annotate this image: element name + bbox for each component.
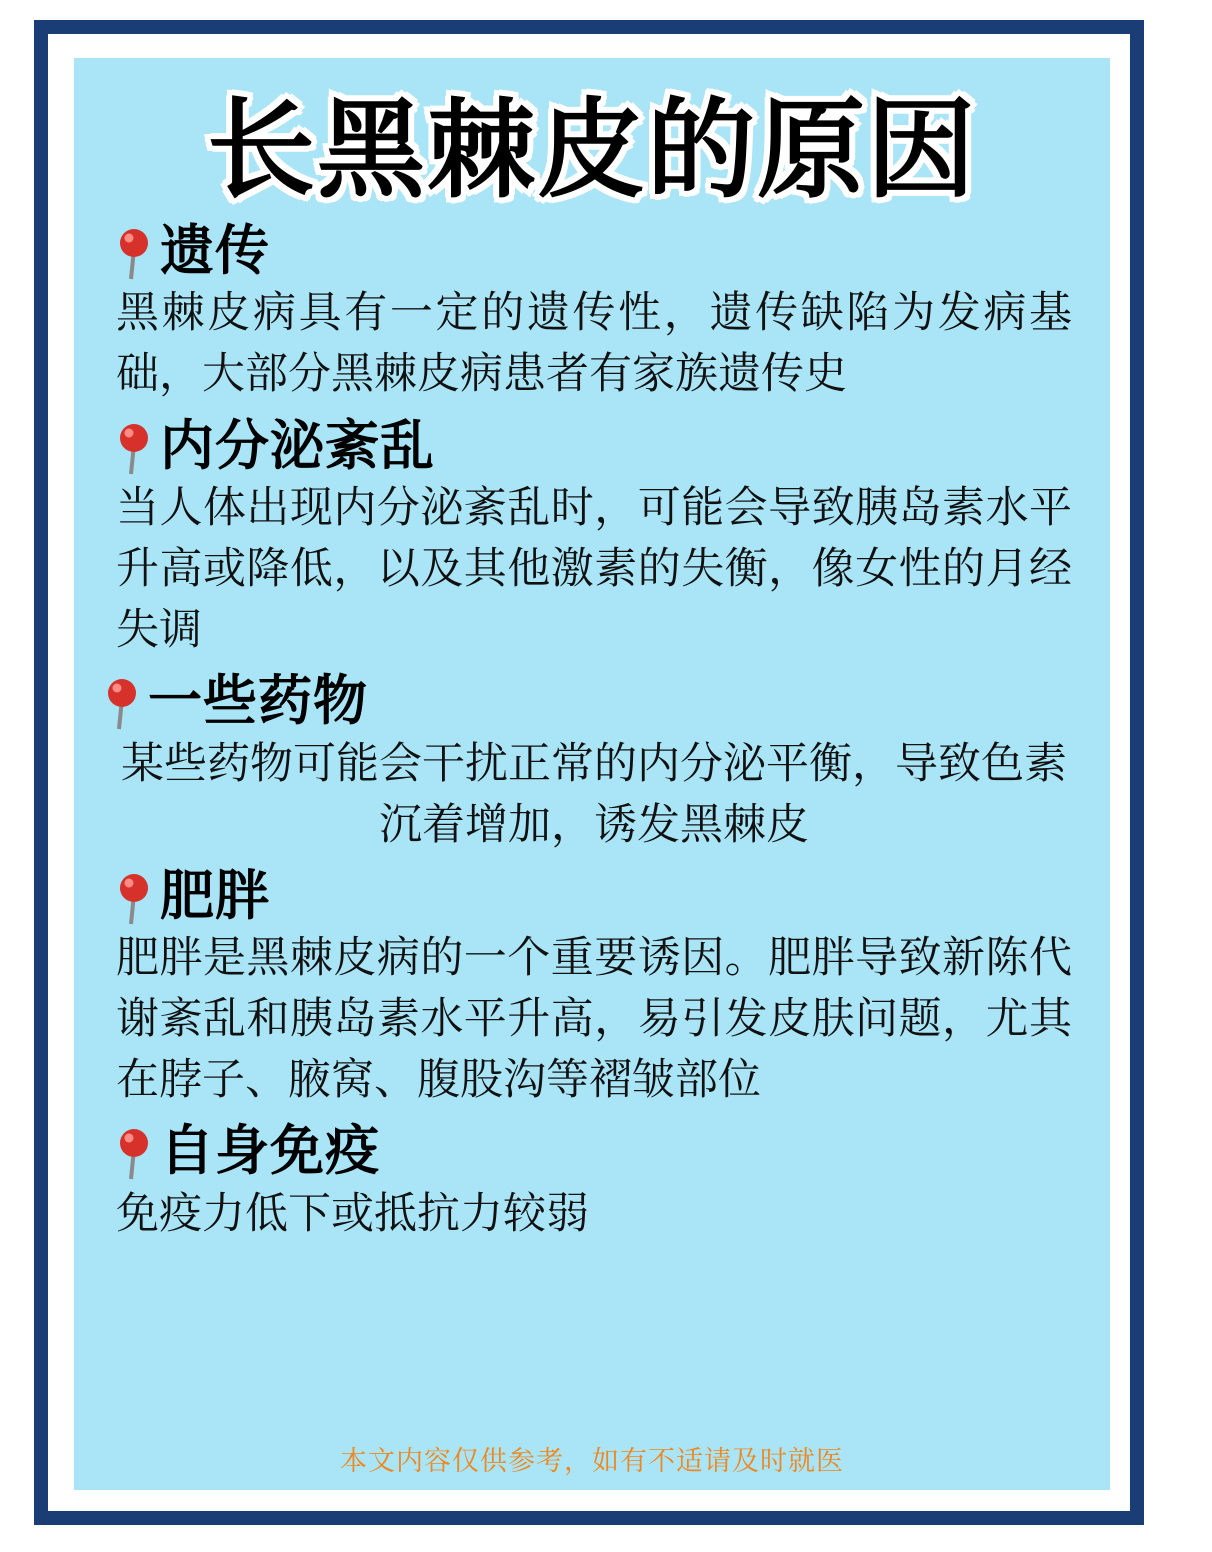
section-heading: 自身免疫 xyxy=(160,1121,380,1182)
section-heading-row xyxy=(114,416,1082,476)
section-body: 当人体出现内分泌紊乱时，可能会导致胰岛素水平升高或降低，以及其他激素的失衡，像女性的月经失调 xyxy=(116,483,1072,655)
section-heading: 肥胖 xyxy=(160,865,270,926)
section-endocrine xyxy=(102,416,1082,662)
pushpin-icon xyxy=(114,422,154,478)
pushpin-icon xyxy=(114,1127,154,1183)
disclaimer-text: 本文内容仅供参考，如有不适请及时就医 xyxy=(340,1446,844,1476)
section-obesity xyxy=(102,866,1082,1112)
section-autoimmune xyxy=(102,1121,1082,1245)
section-medications xyxy=(102,671,1082,856)
pushpin-icon xyxy=(102,677,142,733)
section-heading-row xyxy=(114,1121,1082,1181)
section-heading-row xyxy=(102,671,1082,731)
section-heading: 内分泌紊乱 xyxy=(160,415,435,476)
section-heading: 遗传 xyxy=(160,220,270,281)
poster-panel xyxy=(74,58,1110,1490)
section-body: 黑棘皮病具有一定的遗传性，遗传缺陷为发病基础，大部分黑棘皮病患者有家族遗传史 xyxy=(116,289,1072,399)
section-body: 肥胖是黑棘皮病的一个重要诱因。肥胖导致新陈代谢紊乱和胰岛素水平升高，易引发皮肤问题，尤其在脖子、腋窝、腹股沟等褶皱部位 xyxy=(116,934,1072,1105)
page-title: 长黑棘皮的原因 xyxy=(206,89,977,210)
section-body: 免疫力低下或抵抗力较弱 xyxy=(116,1189,589,1238)
section-heading: 一些药物 xyxy=(148,671,368,732)
section-genetics xyxy=(102,221,1082,406)
section-heading-row xyxy=(114,221,1082,281)
section-heading-row xyxy=(114,866,1082,926)
pushpin-icon xyxy=(114,227,154,283)
section-body: 某些药物可能会干扰正常的内分泌平衡，导致色素沉着增加，诱发黑棘皮 xyxy=(121,739,1067,849)
pushpin-icon xyxy=(114,872,154,928)
